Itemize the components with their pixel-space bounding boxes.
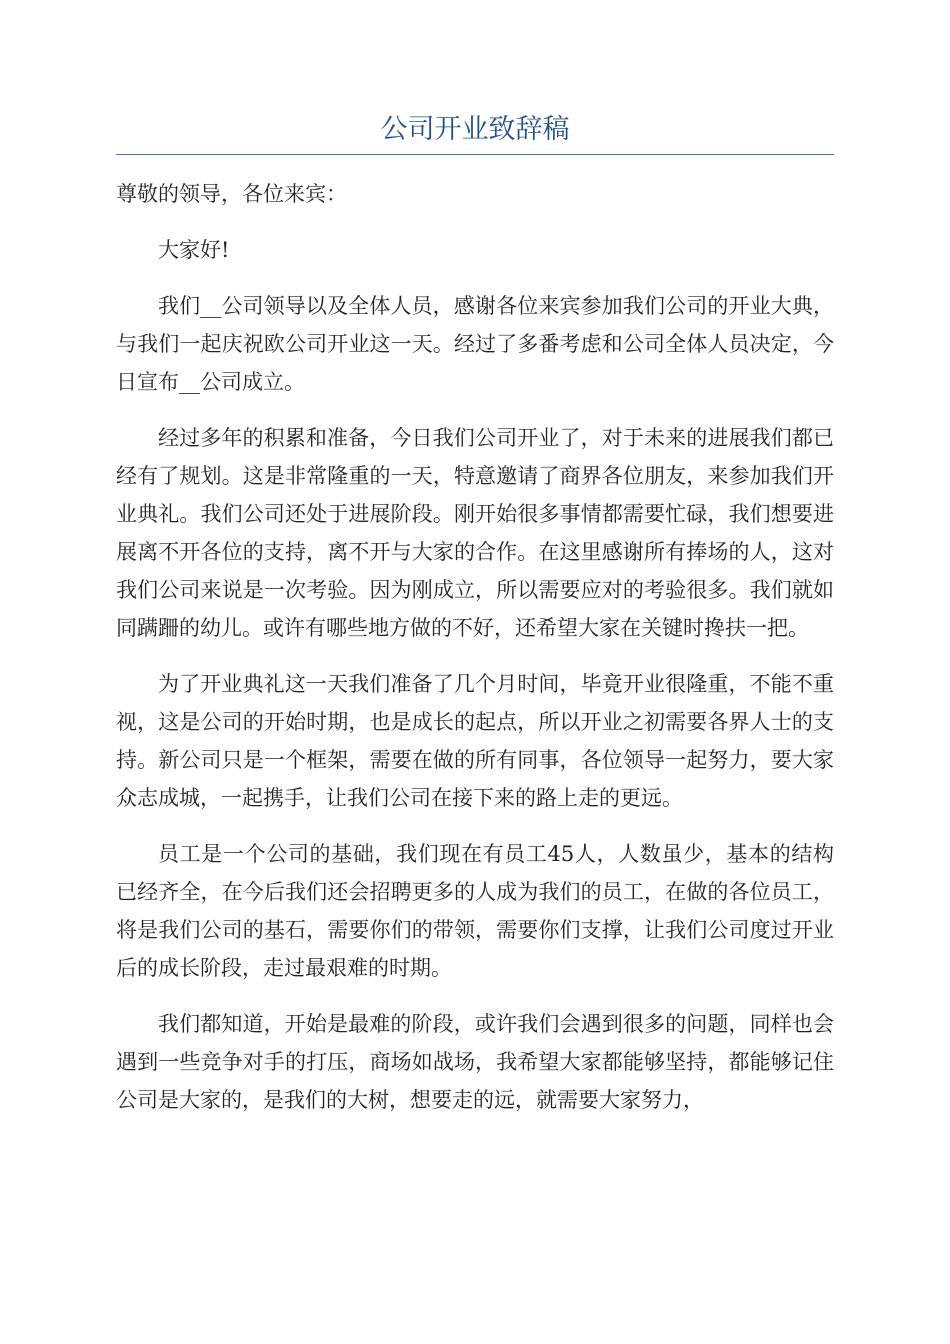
paragraph: 经过多年的积累和准备，今日我们公司开业了，对于未来的进展我们都已经有了规划。这是非常隆重的一天，特意邀请了商界各位朋友，来参加我们开业典礼。我们公司还处于进展阶段。刚开始很多事情都需要忙碌，我们想要进展离不开各位的支持，离不开与大家的合作。在这里感谢所有捧场的人，这对我们公司来说是一次考验。因为刚成立，所以需要应对的考验很多。我们就如同蹒跚的幼儿。或许有哪些地方做的不好，还希望大家在关键时搀扶一把。: [116, 426, 834, 640]
paragraph-greeting: 大家好!: [158, 238, 230, 262]
title-underline: [116, 154, 834, 155]
document-body: [116, 175, 834, 1137]
salutation: 尊敬的领导，各位来宾：: [116, 182, 347, 206]
paragraph: 我们都知道，开始是最难的阶段，或许我们会遇到很多的问题，同样也会遇到一些竞争对手的打压，商场如战场，我希望大家都能够坚持，都能够记住公司是大家的，是我们的大树，想要走的远，就需要大家努力，: [116, 1012, 834, 1112]
paragraph: 员工是一个公司的基础，我们现在有员工45人，人数虽少，基本的结构已经齐全，在今后我们还会招聘更多的人成为我们的员工，在做的各位员工，将是我们公司的基石，需要你们的带领，需要你们支撑，让我们公司度过开业后的成长阶段，走过最艰难的时期。: [116, 842, 834, 980]
paragraph: 我们__公司领导以及全体人员，感谢各位来宾参加我们公司的开业大典，与我们一起庆祝欧公司开业这一天。经过了多番考虑和公司全体人员决定，今日宣布__公司成立。: [116, 294, 834, 394]
document-title: 公司开业致辞稿: [380, 114, 570, 145]
paragraph: 为了开业典礼这一天我们准备了几个月时间，毕竟开业很隆重，不能不重视，这是公司的开始时期，也是成长的起点，所以开业之初需要各界人士的支持。新公司只是一个框架，需要在做的所有同事，各位领导一起努力，要大家众志成城，一起携手，让我们公司在接下来的路上走的更远。: [116, 672, 834, 810]
